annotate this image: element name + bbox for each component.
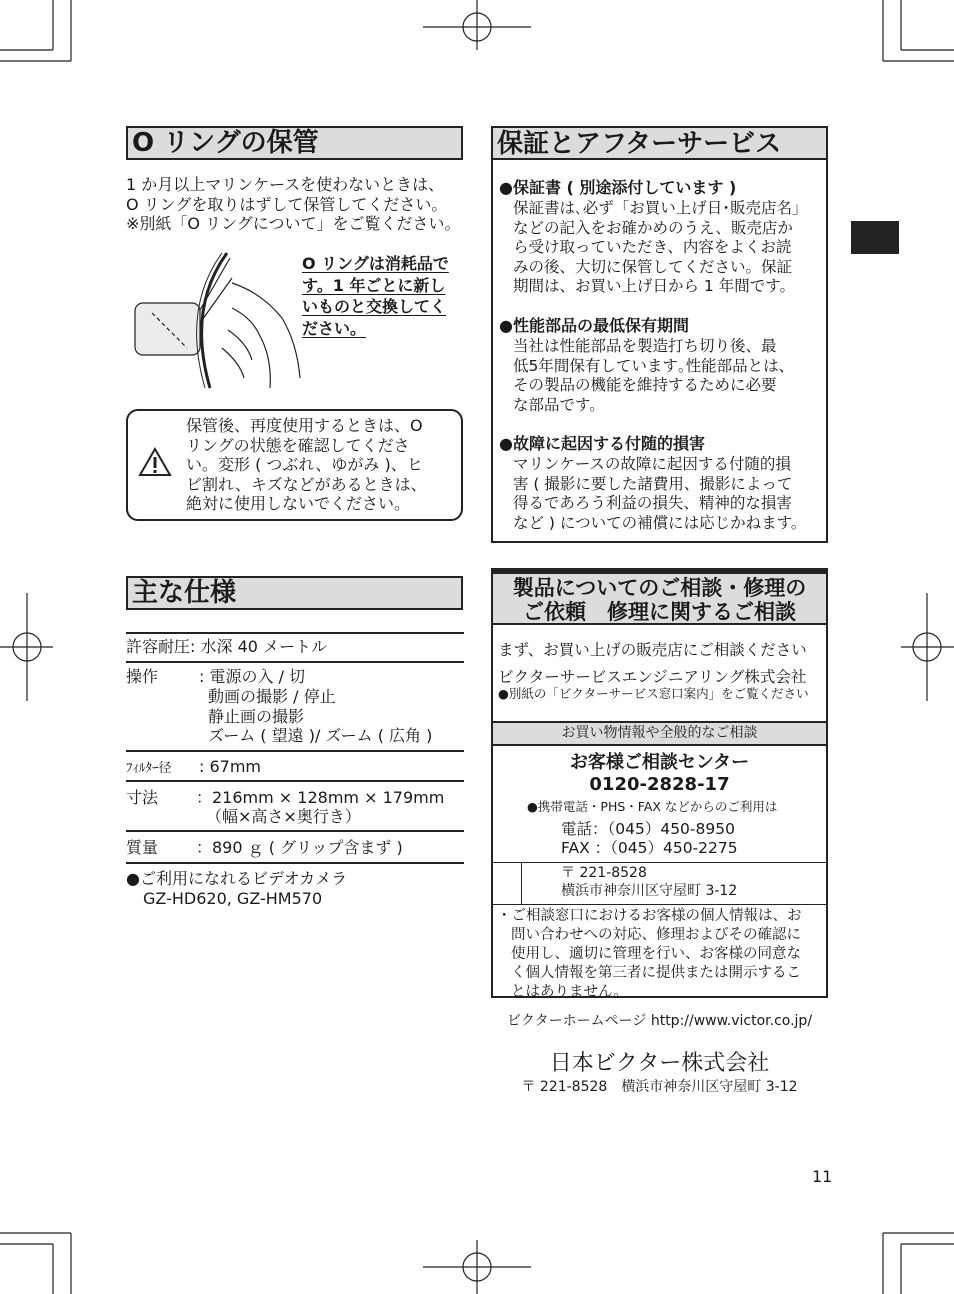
spec-extra-line: ズーム ( 望遠 )/ ズーム ( 広角 ) bbox=[208, 726, 433, 745]
consult-postal: 〒 221-8528 bbox=[561, 865, 647, 881]
parts-body bbox=[513, 337, 794, 415]
spec-row-dimensions bbox=[126, 788, 444, 808]
spec-label: 質量 bbox=[126, 838, 159, 857]
hand-holding-oring-illustration bbox=[132, 248, 302, 393]
warranty-section-title: 保証とアフターサービス bbox=[493, 128, 826, 160]
cameras-title: ●ご利用になれるビデオカメラ bbox=[126, 869, 348, 888]
consult-title-line: ご依頼 修理に関するご相談 bbox=[523, 600, 796, 624]
note-line: O リングは消耗品で bbox=[302, 254, 449, 273]
spec-dimensions-extra: （幅×高さ×奥行き） bbox=[206, 807, 361, 826]
spec-divider bbox=[126, 830, 464, 832]
warning-line: 絶対に使用しないでください。 bbox=[186, 494, 411, 513]
warning-line: 保管後、再度使用するときは、O bbox=[186, 416, 423, 435]
privacy-line: 問い合わせへの対応、修理およびその確認に bbox=[511, 927, 801, 943]
consult-title-line: 製品についてのご相談・修理の bbox=[512, 576, 807, 600]
privacy-line: とはありません。 bbox=[511, 984, 628, 1000]
spec-divider bbox=[126, 632, 464, 634]
consult-bar: お買い物情報や全般的なご相談 bbox=[493, 721, 826, 746]
spec-value: ：216mm × 128mm × 179mm bbox=[196, 788, 445, 807]
consult-divider bbox=[521, 862, 522, 904]
spec-label: 寸法 bbox=[126, 788, 159, 807]
spec-extra-line: 動画の撮影 / 停止 bbox=[208, 687, 336, 706]
damage-body bbox=[513, 455, 806, 533]
warning-text bbox=[186, 416, 427, 514]
tel-number: 電話：（045）450-8950 bbox=[561, 820, 735, 838]
oring-intro-line: 1 か月以上マリンケースを使わないときは、 bbox=[126, 175, 445, 194]
spec-value: ：890 ｇ ( グリップ含まず ) bbox=[196, 838, 403, 857]
oring-consumable-note bbox=[302, 253, 449, 339]
specs-section-title: 主な仕様 bbox=[126, 576, 463, 610]
privacy-line: ・ご相談窓口におけるお客様の個人情報は、お bbox=[497, 908, 802, 924]
warranty-line: 期間は、お買い上げ日から 1 年間です。 bbox=[513, 277, 795, 295]
parts-line: 低5年間保有しています｡性能部品とは、 bbox=[513, 356, 795, 375]
warranty-line: などの記入をお確かめのうえ、販売店か bbox=[513, 218, 793, 237]
warning-line: ビ割れ、キズなどがあるときは、 bbox=[186, 474, 427, 494]
consult-first: まず、お買い上げの販売店にご相談ください bbox=[498, 641, 807, 659]
spec-row-filter bbox=[126, 757, 261, 779]
parts-line: その製品の機能を維持するために必要 bbox=[513, 376, 777, 394]
warranty-body bbox=[513, 199, 808, 297]
compatible-cameras bbox=[126, 869, 347, 908]
consult-title bbox=[493, 570, 826, 625]
note-line: ださい。 bbox=[302, 318, 367, 338]
spec-row-operation bbox=[126, 667, 305, 687]
privacy-line: く個人情報を第三者に提供または開示するこ bbox=[511, 965, 801, 981]
warranty-box bbox=[491, 126, 828, 543]
warning-triangle-icon bbox=[138, 447, 172, 477]
consult-divider bbox=[493, 904, 826, 905]
warning-line: リングの状態を確認してくださ bbox=[186, 435, 410, 455]
fax-number: FAX ：（045）450-2275 bbox=[561, 839, 738, 857]
spec-value: : 水深 40 メートル bbox=[190, 637, 328, 656]
center-name: お客様ご相談センター bbox=[569, 752, 750, 773]
spec-row-weight bbox=[126, 838, 403, 858]
spec-label: 操作 bbox=[126, 667, 159, 686]
warning-line: い。変形 ( つぶれ、ゆがみ )、ヒ bbox=[186, 455, 423, 474]
oring-warning-box bbox=[126, 409, 463, 521]
oring-intro-line: O リングを取りはずして保管してください。 bbox=[126, 194, 448, 214]
page-number: 11 bbox=[812, 1167, 833, 1186]
warranty-line: みの後、大切に保管してください。保証 bbox=[513, 257, 793, 276]
spec-divider bbox=[126, 862, 464, 864]
warranty-line: ら受け取っていただき、内容をよくお読 bbox=[513, 238, 792, 256]
spec-divider bbox=[126, 661, 464, 663]
damage-line: マリンケースの故障に起因する付随的損 bbox=[513, 455, 791, 473]
consult-divider bbox=[493, 862, 826, 863]
spec-label: ﾌｨﾙﾀｰ径 bbox=[126, 761, 172, 776]
free-dial-number: 0120-2828-17 bbox=[589, 774, 730, 795]
note-line: す。1 年ごとに新し bbox=[302, 275, 446, 295]
oring-intro bbox=[126, 175, 460, 234]
spec-value: : 電源の入 / 切 bbox=[199, 667, 306, 686]
consult-box bbox=[491, 568, 828, 998]
damage-line: 得るであろう利益の損失、精神的な損害 bbox=[513, 494, 792, 512]
spec-divider bbox=[126, 750, 464, 752]
mobile-note: ●携帯電話・PHS・FAX などからのご利用は bbox=[527, 799, 778, 814]
footer-address: 〒 221-8528 横浜市神奈川区守屋町 3-12 bbox=[521, 1079, 798, 1095]
spec-row-pressure bbox=[126, 637, 327, 657]
privacy-note bbox=[497, 907, 802, 1002]
cameras-models: GZ-HD620, GZ-HM570 bbox=[143, 888, 323, 908]
oring-section-title: O リングの保管 bbox=[126, 126, 463, 160]
parts-heading: ●性能部品の最低保有期間 bbox=[499, 316, 689, 335]
spec-divider bbox=[126, 780, 464, 782]
consult-company: ビクターサービスエンジニアリング株式会社 bbox=[498, 668, 807, 686]
spec-value: : 67mm bbox=[199, 757, 262, 776]
parts-line: 当社は性能部品を製造打ち切り後、最 bbox=[513, 337, 777, 355]
spec-label: 許容耐圧 bbox=[126, 637, 191, 656]
oring-intro-line: ※別紙「O リングについて」をご覧ください。 bbox=[126, 214, 461, 233]
consult-see-note: ●別紙の「ビクターサービス窓口案内」をご覧ください bbox=[498, 686, 809, 701]
warranty-heading: ●保証書 ( 別途添付しています ) bbox=[499, 178, 737, 197]
consult-address: 横浜市神奈川区守屋町 3-12 bbox=[561, 883, 738, 899]
privacy-line: 使用し、適切に管理を行い、お客様の同意な bbox=[511, 946, 801, 962]
damage-heading: ●故障に起因する付随的損害 bbox=[499, 434, 705, 453]
footer-company: 日本ビクター株式会社 bbox=[549, 1051, 770, 1076]
damage-line: など ) についての補償には応じかねます。 bbox=[513, 513, 807, 532]
spec-operation-extra bbox=[208, 687, 432, 746]
warranty-line: 保証書は､必ず「お買い上げ日･販売店名」 bbox=[513, 199, 808, 217]
note-line: いものと交換してく bbox=[302, 297, 447, 316]
damage-line: 害 ( 撮影に要した諸費用、撮影によって bbox=[513, 474, 793, 493]
homepage-link[interactable]: ビクターホームページ http://www.victor.co.jp/ bbox=[506, 1013, 813, 1029]
parts-line: な部品です。 bbox=[513, 395, 605, 414]
spec-extra-line: 静止画の撮影 bbox=[208, 706, 305, 726]
